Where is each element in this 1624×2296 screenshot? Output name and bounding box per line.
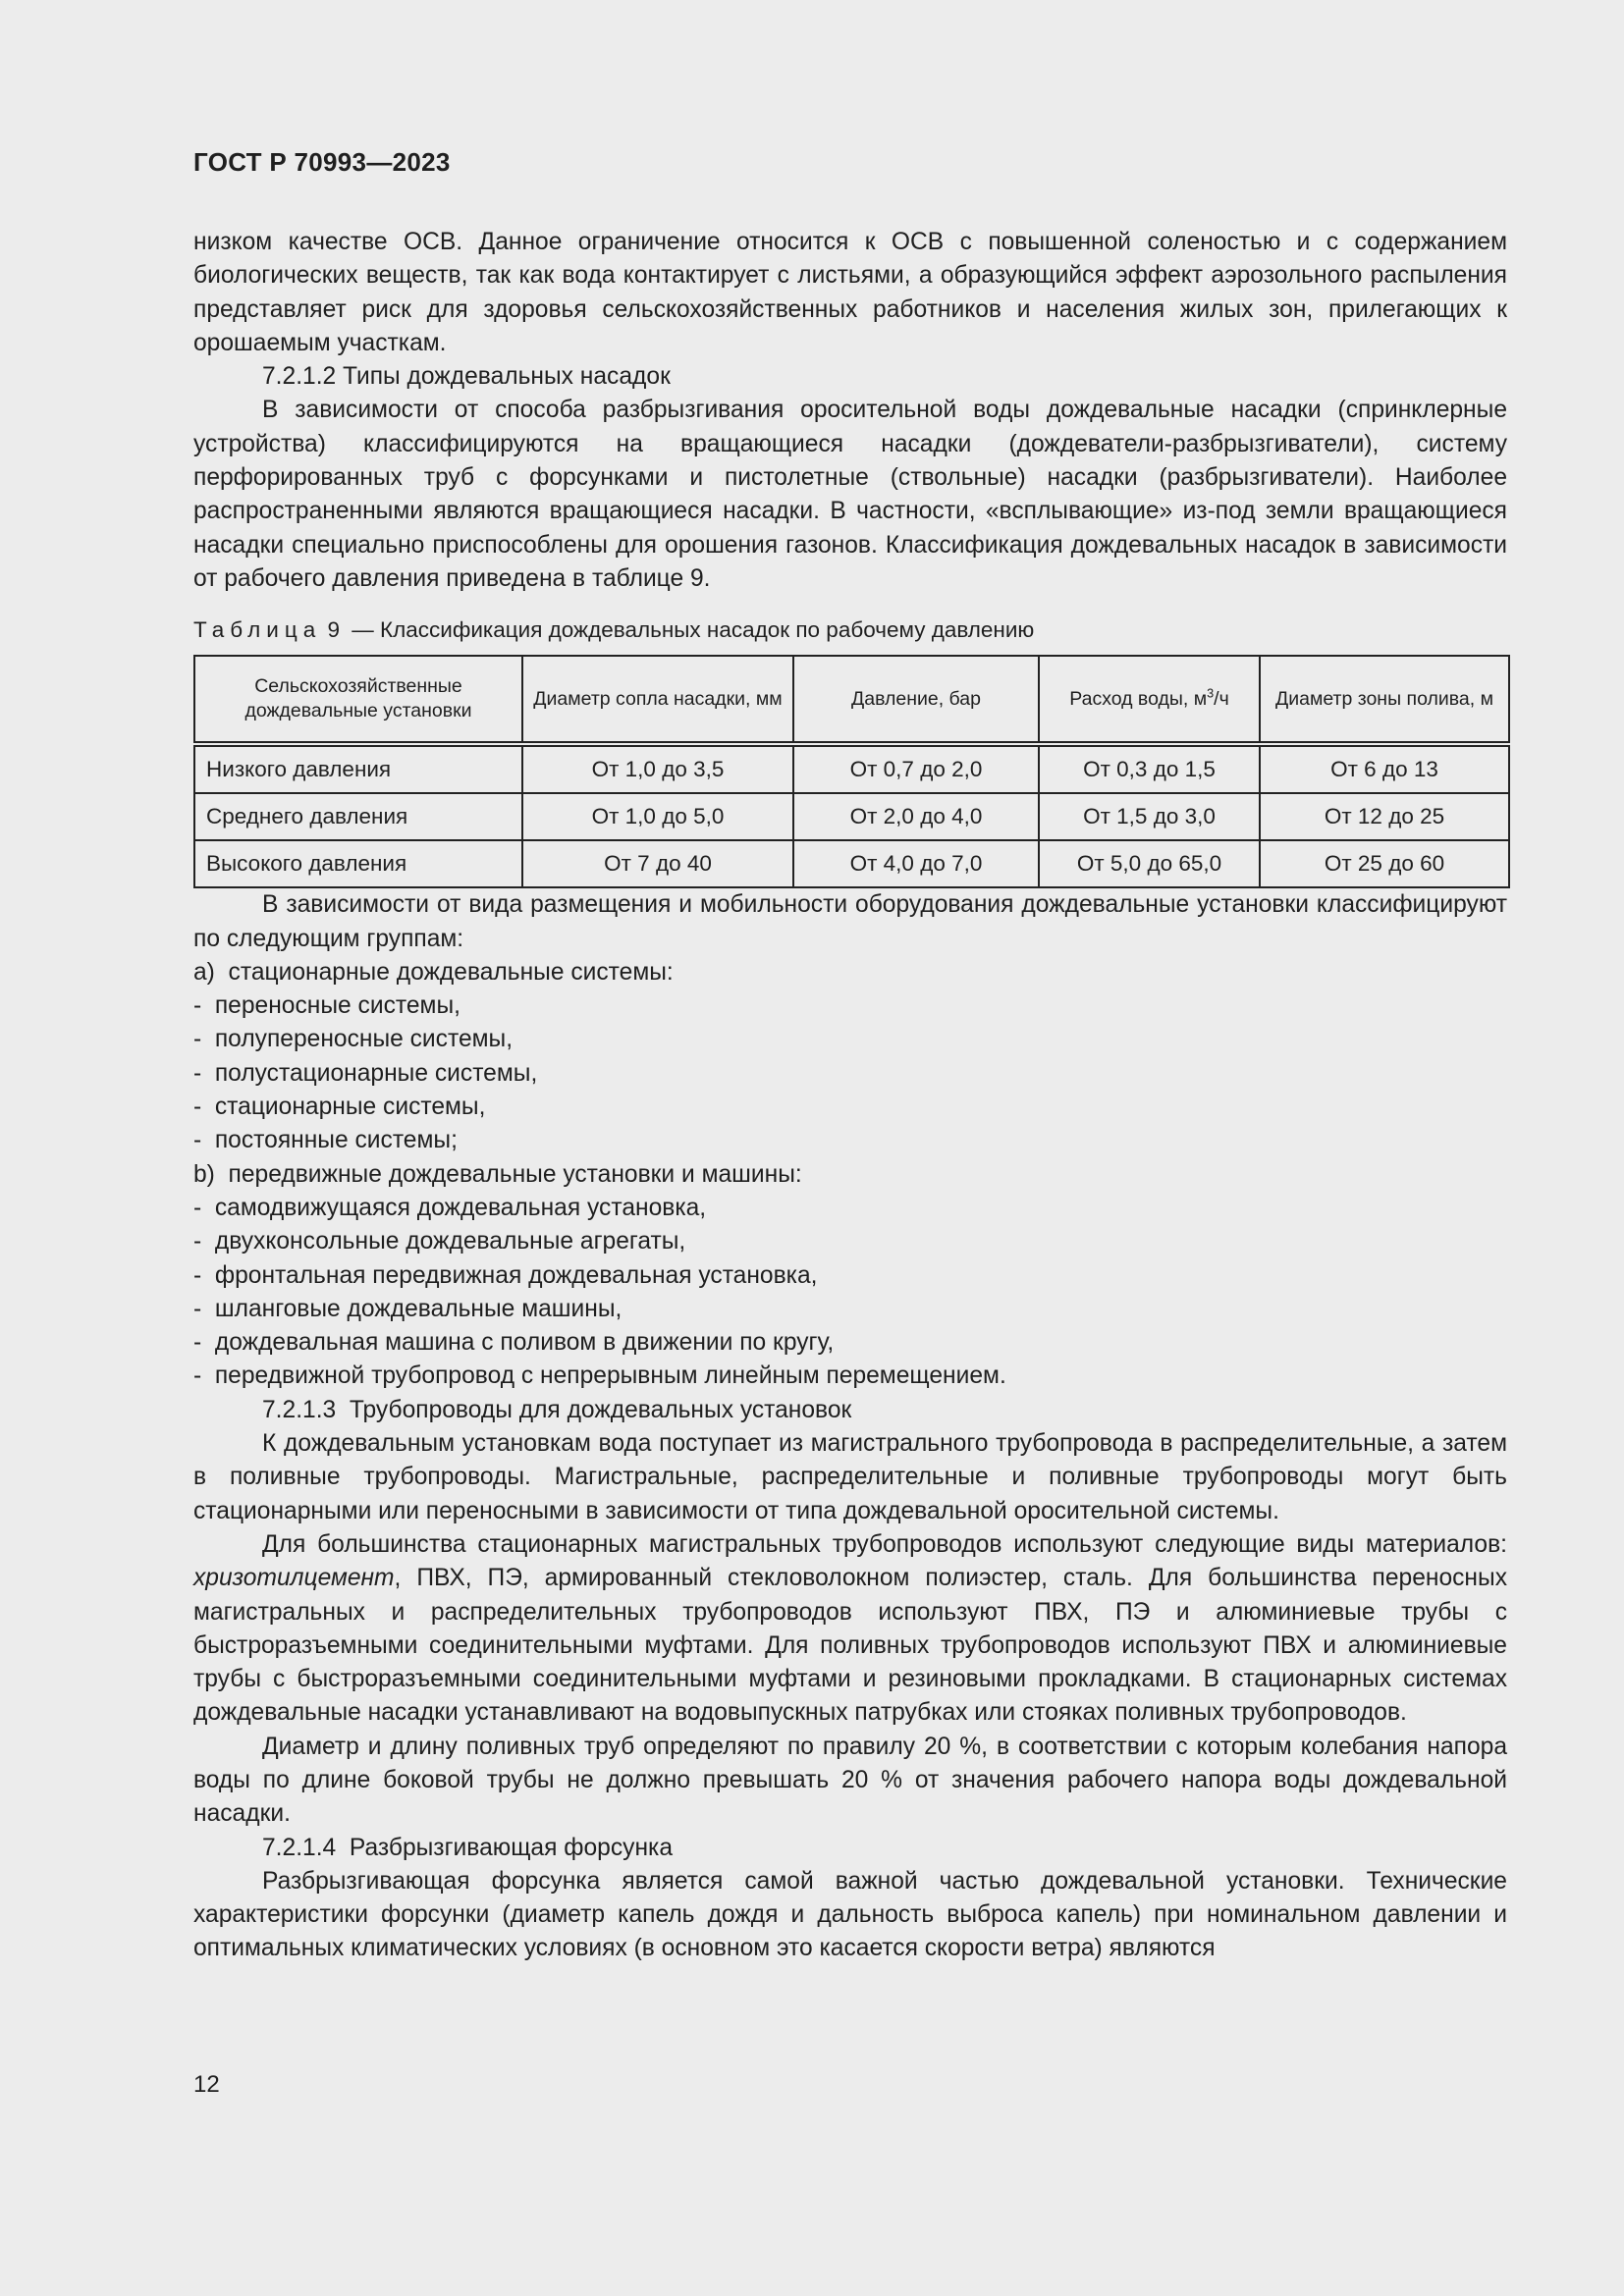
classification-table [193, 655, 1510, 888]
list-item: - фронтальная передвижная дождевальная установка, [193, 1261, 818, 1289]
page-number: 12 [193, 2071, 220, 2098]
table-cell: Низкого давления [194, 744, 522, 793]
list-a-label: a) [193, 958, 215, 986]
list-item: - дождевальная машина с поливом в движении по кругу, [193, 1329, 835, 1357]
table-caption-number: 9 [327, 617, 347, 643]
section-heading-7212: 7.2.1.2 Типы дождевальных насадок [262, 363, 671, 391]
paragraph: В зависимости от способа разбрызгивания оросительной воды дождевальные насадки (спринклерные устройства) классифицируются на вращающиеся насадки (дождеватели-разбрызгиватели), систему перфорированных труб с форсунками и пистолетные (ствольные) насадки (разбрызгиватели). Наиболее распространенными являются вращающиеся насадки. В частности, «всплывающие» из-под земли вращающиеся насадки специально приспособлены для орошения газонов. Классификация дождевальных насадок в зависимости от рабочего давления приведена в таблице 9. [193, 397, 1507, 592]
table-header-row [194, 656, 1509, 744]
table-cell: От 1,0 до 3,5 [522, 744, 793, 793]
document-header: ГОСТ Р 70993—2023 [193, 147, 451, 177]
list-item: - передвижной трубопровод с непрерывным линейным перемещением. [193, 1362, 1006, 1390]
list-item-text: полустационарные системы, [214, 1059, 538, 1087]
table-cell: От 6 до 13 [1260, 744, 1509, 793]
table-cell: От 4,0 до 7,0 [793, 840, 1039, 887]
paragraph: Диаметр и длину поливных труб определяют по правилу 20 %, в соответствии с которым колебания напора воды по длине боковой трубы не должно превышать 20 % от значения рабочего напора воды дождевальной насадки. [193, 1733, 1507, 1828]
table-row [194, 793, 1509, 840]
table-cell: От 1,0 до 5,0 [522, 793, 793, 840]
list-item-text: двухконсольные дождевальные агрегаты, [214, 1228, 686, 1255]
table-header-cell [1039, 656, 1260, 744]
list-item: - полустационарные системы, [193, 1059, 538, 1087]
list-item-text: постоянные системы; [214, 1127, 458, 1154]
list-item: - постоянные системы; [193, 1127, 458, 1154]
table-header-cell: Диаметр сопла насадки, мм [522, 656, 793, 744]
list-item-text: шланговые дождевальные машины, [214, 1295, 623, 1322]
list-b [193, 1158, 1507, 1192]
section-heading-7213: 7.2.1.3 Трубопроводы для дождевальных установок [262, 1396, 852, 1423]
table-cell: От 7 до 40 [522, 840, 793, 887]
list-item-text: передвижной трубопровод с непрерывным линейным перемещением. [214, 1362, 1006, 1390]
table-header-water-text: Расход воды, м [1069, 687, 1208, 710]
paragraph-text: Для большинства стационарных магистральных трубопроводов используют следующие виды материалов: [262, 1530, 1507, 1558]
paragraph [193, 1528, 1507, 1731]
list-item: - стационарные системы, [193, 1094, 486, 1121]
list-item-text: переносные системы, [214, 992, 460, 1020]
table-cell: Среднего давления [194, 793, 522, 840]
table-cell: От 25 до 60 [1260, 840, 1509, 887]
table-caption-word: Таблица [193, 617, 322, 643]
list-b-label: b) [193, 1160, 215, 1188]
table-cell: От 0,7 до 2,0 [793, 744, 1039, 793]
list-item: - полупереносные системы, [193, 1026, 514, 1053]
list-item-text: полупереносные системы, [214, 1026, 514, 1053]
table-caption-text: — Классификация дождевальных насадок по рабочему давлению [352, 617, 1035, 643]
section-heading-7214: 7.2.1.4 Разбрызгивающая форсунка [262, 1834, 674, 1861]
document-body [193, 226, 1507, 1966]
table-header-cell: Диаметр зоны полива, м [1260, 656, 1509, 744]
table-header-cell: Сельскохозяйственные дождевальные установки [194, 656, 522, 744]
paragraph: низком качестве ОСВ. Данное ограничение относится к ОСВ с повышенной соленостью и с содержанием биологических веществ, так как вода контактирует с листьями, а образующийся эффект аэрозольного распыления представляет риск для здоровья сельскохозяйственных работников и населения жилых зон, прилегающих к орошаемым участкам. [193, 229, 1507, 356]
italic-term: хризотилцемент [193, 1565, 395, 1592]
table-cell: От 12 до 25 [1260, 793, 1509, 840]
list-a-text: стационарные дождевальные системы: [228, 958, 674, 986]
list-item-text: фронтальная передвижная дождевальная установка, [214, 1261, 818, 1289]
list-item: - шланговые дождевальные машины, [193, 1295, 623, 1322]
list-item: - самодвижущаяся дождевальная установка, [193, 1194, 707, 1221]
table-row [194, 840, 1509, 887]
table-caption [193, 616, 1507, 644]
table-cell: От 2,0 до 4,0 [793, 793, 1039, 840]
table-header-cell: Давление, бар [793, 656, 1039, 744]
list-b-text: передвижные дождевальные установки и машины: [228, 1160, 802, 1188]
list-item: - переносные системы, [193, 992, 460, 1020]
table-header-water-suffix: /ч [1214, 687, 1229, 710]
paragraph: В зависимости от вида размещения и мобильности оборудования дождевальные установки классифицируют по следующим группам: [193, 891, 1507, 952]
paragraph: Разбрызгивающая форсунка является самой важной частью дождевальной установки. Технические характеристики форсунки (диаметр капель дождя и дальность выброса капель) при номинальном давлении и оптимальных климатических условиях (в основном это касается скорости ветра) являются [193, 1867, 1507, 1962]
list-item: - двухконсольные дождевальные агрегаты, [193, 1228, 686, 1255]
table-cell: Высокого давления [194, 840, 522, 887]
paragraph-text: , ПВХ, ПЭ, армированный стекловолокном полиэстер, сталь. Для большинства переносных магистральных и распределительных трубопроводов используют ПВХ, ПЭ и алюминиевые трубы с быстроразъемными соединительными муфтами. Для поливных трубопроводов используют ПВХ и алюминиевые трубы с быстроразъемными соединительными муфтами и резиновыми прокладками. В стационарных системах дождевальные насадки устанавливают на водовыпускных патрубках или стояках поливных трубопроводов. [193, 1565, 1507, 1727]
paragraph: К дождевальным установкам вода поступает из магистрального трубопровода в распределительные, а затем в поливные трубопроводы. Магистральные, распределительные и поливные трубопроводы могут быть стационарными или переносными в зависимости от типа дождевальной оросительной системы. [193, 1430, 1507, 1524]
list-item-text: самодвижущаяся дождевальная установка, [214, 1194, 707, 1221]
table-cell: От 1,5 до 3,0 [1039, 793, 1260, 840]
table-row [194, 744, 1509, 793]
table-cell: От 0,3 до 1,5 [1039, 744, 1260, 793]
table-cell: От 5,0 до 65,0 [1039, 840, 1260, 887]
list-item-text: дождевальная машина с поливом в движении по кругу, [214, 1329, 835, 1357]
table-header-water-sup: 3 [1207, 686, 1215, 701]
list-a [193, 956, 1507, 989]
list-item-text: стационарные системы, [214, 1094, 486, 1121]
